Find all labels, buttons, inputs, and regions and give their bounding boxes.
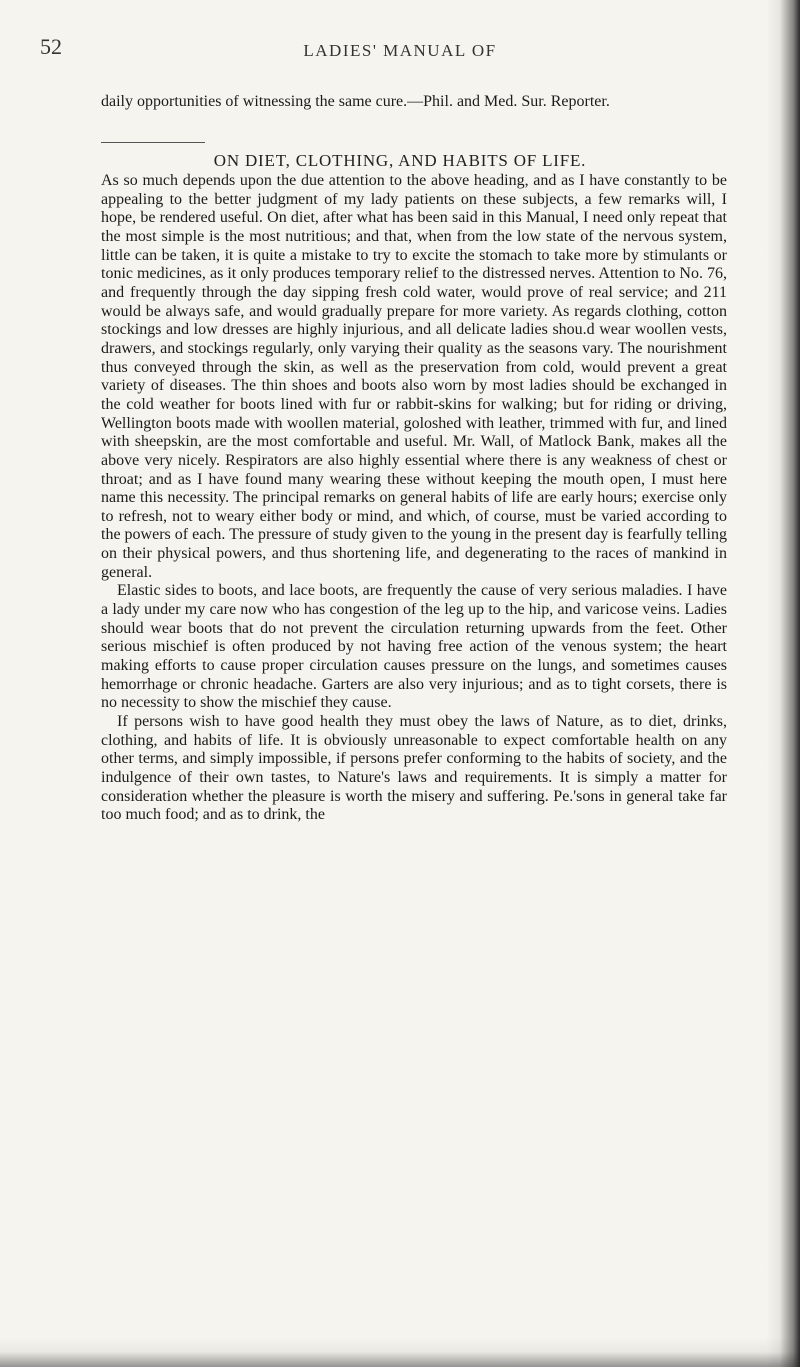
section-divider: [101, 142, 205, 143]
continued-paragraph: [101, 93, 727, 111]
section-heading: ON DIET, CLOTHING, AND HABITS OF LIFE.: [213, 151, 587, 170]
page-edge-shadow-right: [766, 0, 800, 1367]
paragraph-laws-of-nature: If persons wish to have good health they must obey the laws of Nature, as to diet, drinks, clothing, and habits of life. It is obviously unreasonable to expect comfortable health on any other terms, and simply impossible, if persons prefer conforming to the habits of society, and the indulgence of their own tastes, to Nature's laws and requirements. It is simply a matter for consideration whether the pleasure is worth the misery and suffering. Pe.'sons in general take far too much food; and as to drink, the: [101, 713, 727, 824]
section-body: [101, 172, 727, 825]
paragraph-elastic-boots: Elastic sides to boots, and lace boots, are frequently the cause of very serious maladies. I have a lady under my care now who has congestion of the leg up to the hip, and varicose veins. Ladies should wear boots that do not prevent the circulation returning upwards from the feet. Other serious mischief is often produced by not having free action of the venous system; the heart making efforts to cause proper circulation causes pressure on the lungs, and sometimes causes hemorrhage or chronic headache. Garters are also very injurious; and as to tight corsets, there is no necessity to show the mischief they cause.: [101, 582, 727, 712]
paragraph-diet-clothing: As so much depends upon the due attention to the above heading, and as I have constantly to be appealing to the better judgment of my lady patients on these subjects, a few remarks will, I hope, be rendered useful. On diet, after what has been said in this Manual, I need only repeat that the most simple is the most nutritious; and that, when from the low state of the nervous system, little can be taken, it is quite a mistake to try to excite the stomach to take more by stimulants or tonic medicines, as it only produces temporary relief to the distressed nerves. Attention to No. 76, and frequently through the day sipping fresh cold water, would prove of real service; and 211 would be always safe, and would gradually prepare for more variety. As regards clothing, cotton stockings and low dresses are highly injurious, and all delicate ladies shou.d wear woollen vests, drawers, and stockings regularly, only varying their quality as the seasons vary. The nourishment thus conveyed through the skin, as well as the preservation from cold, would prevent a great variety of diseases. The thin shoes and boots also worn by most ladies should be exchanged in the cold weather for boots lined with fur or rabbit-skins for walking; but for riding or driving, Wellington boots made with woollen material, goloshed with leather, trimmed with fur, and lined with sheepskin, are the most comfortable and useful. Mr. Wall, of Matlock Bank, makes all the above very nicely. Respirators are also highly essential where there is any weakness of chest or throat; and as I have found many wearing these without keeping the mouth open, I must here name this necessity. The principal remarks on general habits of life are early hours; exercise only to refresh, not to weary either body or mind, and which, of course, must be varied according to the powers of each. The pressure of study given to the young in the present day is fearfully telling on their physical powers, and thus shortening life, and degenerating to the races of mankind in general.: [101, 172, 727, 581]
running-head: LADIES' MANUAL OF: [303, 41, 497, 60]
continued-text: daily opportunities of witnessing the same cure.—Phil. and Med. Sur. Reporter.: [101, 93, 610, 110]
page-number: 52: [40, 34, 62, 59]
page-edge-shadow-bottom: [0, 1337, 800, 1367]
